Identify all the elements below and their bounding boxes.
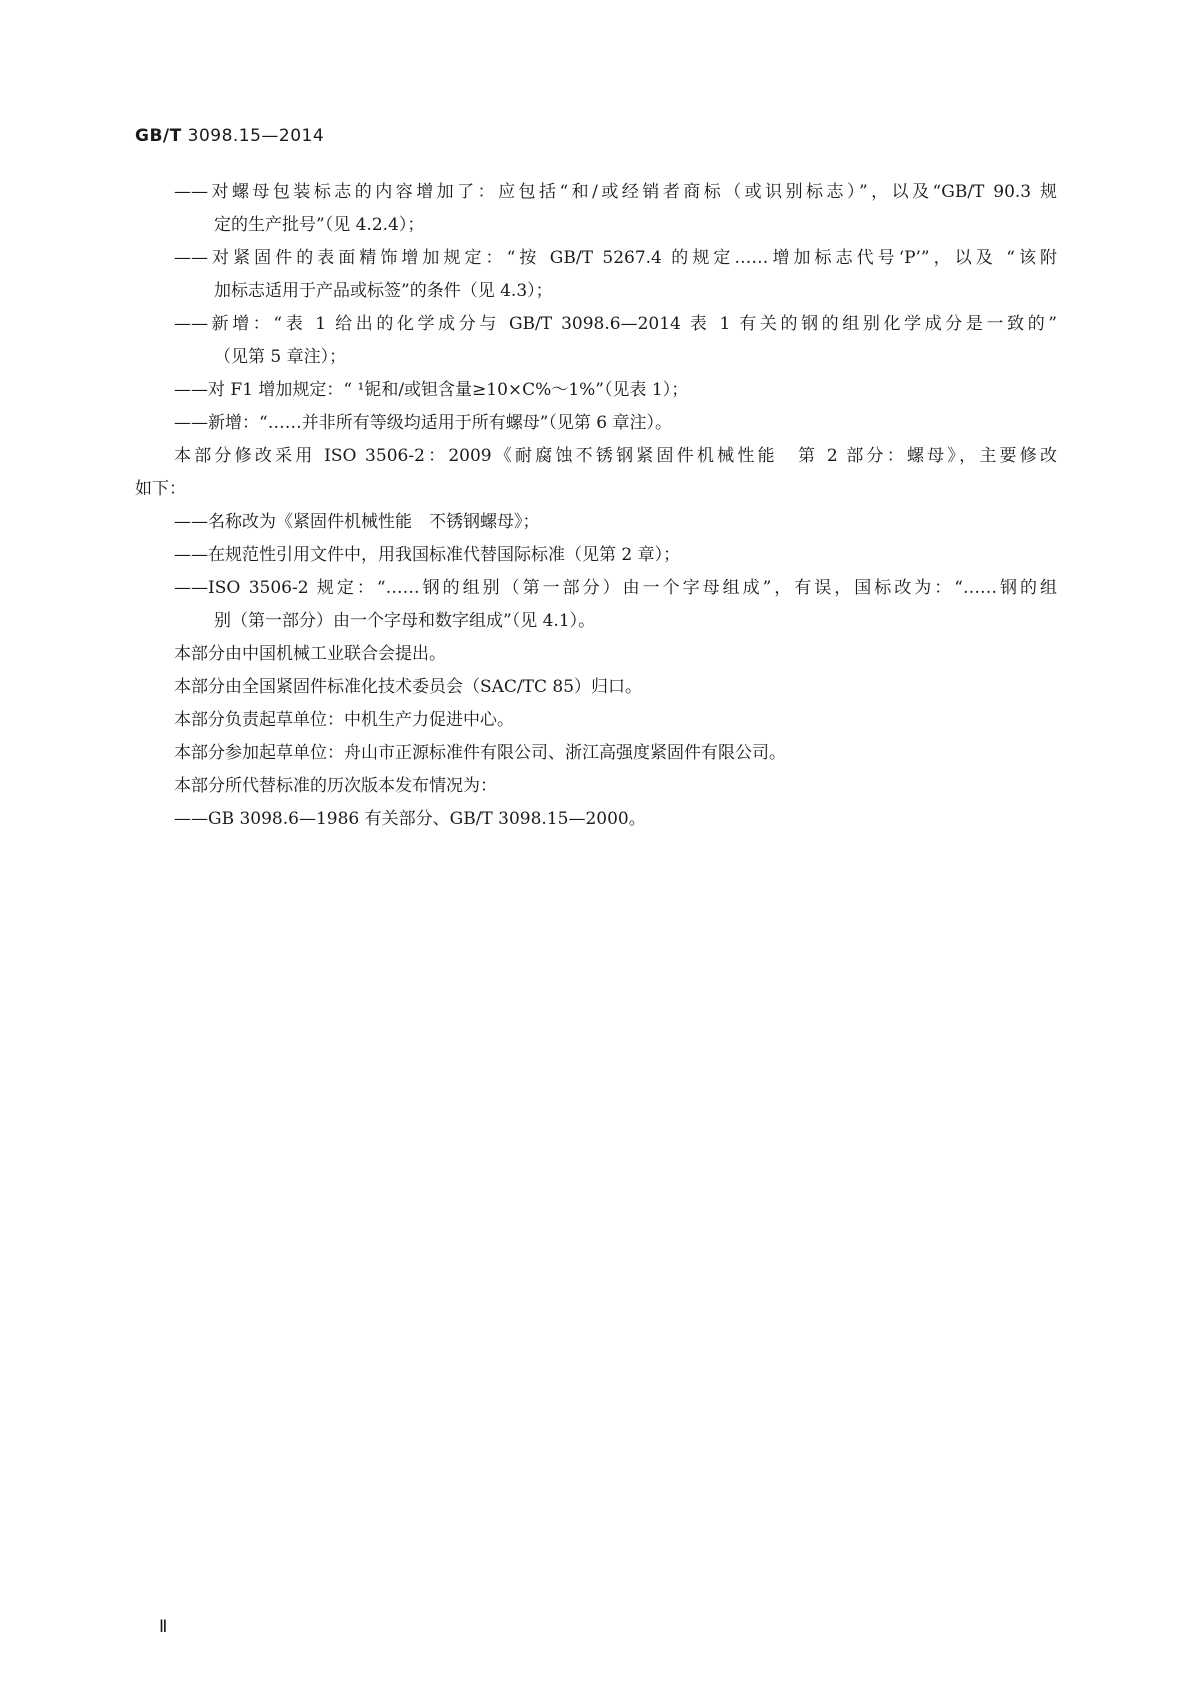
paragraph-continuation: 如下： xyxy=(135,479,186,499)
page-number: Ⅱ xyxy=(159,1617,168,1636)
list-item-continuation: 定的生产批号”（见 4.2.4）； xyxy=(214,215,425,235)
list-item: ——ISO 3506-2 规定：“……钢的组别（第一部分）由一个字母组成”，有误，国标改为：“……钢的组 xyxy=(174,578,1057,598)
list-item: ——名称改为《紧固件机械性能 不锈钢螺母》； xyxy=(174,512,540,532)
list-item-continuation: 加标志适用于产品或标签”的条件（见 4.3）； xyxy=(214,281,553,301)
paragraph: 本部分修改采用 ISO 3506-2：2009《耐腐蚀不锈钢紧固件机械性能 第 2 部分：螺母》，主要修改 xyxy=(174,446,1057,466)
list-item: ——新增：“表 1 给出的化学成分与 GB/T 3098.6—2014 表 1 有关的钢的组别化学成分是一致的” xyxy=(174,314,1057,334)
paragraph: 本部分参加起草单位：舟山市正源标准件有限公司、浙江高强度紧固件有限公司。 xyxy=(174,743,786,763)
standard-number: 3098.15—2014 xyxy=(181,126,325,146)
standard-code-header xyxy=(135,126,324,146)
paragraph: 本部分负责起草单位：中机生产力促进中心。 xyxy=(174,710,514,730)
list-item: ——对螺母包装标志的内容增加了：应包括“和/或经销者商标（或识别标志）”，以及“GB/T 90.3 规 xyxy=(174,182,1057,202)
list-item: ——对紧固件的表面精饰增加规定：“按 GB/T 5267.4 的规定……增加标志代号‘P’”，以及 “该附 xyxy=(174,248,1057,268)
paragraph: 本部分所代替标准的历次版本发布情况为： xyxy=(174,776,497,796)
list-item: ——对 F1 增加规定：“ ¹铌和/或钽含量≥10×C%～1%”（见表 1）； xyxy=(174,380,689,400)
paragraph: 本部分由中国机械工业联合会提出。 xyxy=(174,644,446,664)
list-item: ——在规范性引用文件中，用我国标准代替国际标准（见第 2 章）； xyxy=(174,545,681,565)
paragraph: 本部分由全国紧固件标准化技术委员会（SAC/TC 85）归口。 xyxy=(174,677,643,697)
list-item: ——新增：“……并非所有等级均适用于所有螺母”（见第 6 章注）。 xyxy=(174,413,673,433)
foreword-body xyxy=(135,176,1057,836)
list-item: ——GB 3098.6—1986 有关部分、GB/T 3098.15—2000。 xyxy=(174,809,646,829)
list-item-continuation: 别（第一部分）由一个字母和数字组成”（见 4.1）。 xyxy=(214,611,596,631)
list-item-continuation: （见第 5 章注）； xyxy=(214,347,347,367)
standard-prefix: GB/T xyxy=(135,126,182,146)
